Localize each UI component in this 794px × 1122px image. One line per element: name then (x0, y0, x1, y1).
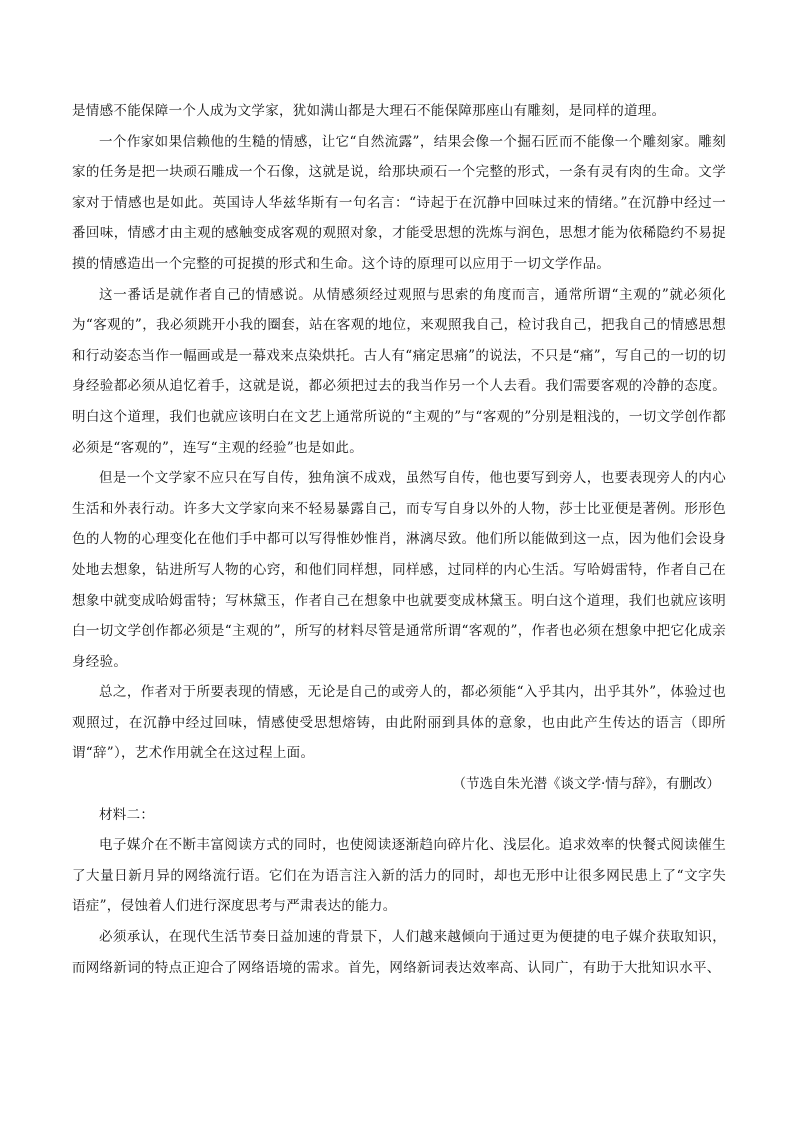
paragraph: 必须承认，在现代生活节奏日益加速的背景下，人们越来越倾向于通过更为便捷的电子媒介获取知识，而网络新词的特点正迎合了网络语境的需求。首先，网络新词表达效率高、认同广，有助于大批知识水平、 (72, 929, 726, 976)
paragraph: 总之，作者对于所要表现的情感，无论是自己的或旁人的，都必须能“入乎其内，出乎其外”，体验过也观照过，在沉静中经过回味，情感使受思想熔铸，由此附丽到具体的意象，也由此产生传达的语言（即所谓“辞”），艺术作用就全在这过程上面。 (72, 684, 726, 762)
paragraph: 电子媒介在不断丰富阅读方式的同时，也使阅读逐渐趋向碎片化、浅层化。追求效率的快餐式阅读催生了大量日新月异的网络流行语。它们在为语言注入新的活力的同时，却也无形中让很多网民患上了“文字失语症”，侵蚀着人们进行深度思考与严肃表达的能力。 (72, 837, 726, 915)
source-citation: （节选自朱光潜《谈文学·情与辞》，有删改） (452, 776, 720, 793)
paragraph: 一个作家如果信赖他的生糙的情感，让它“自然流露”，结果会像一个掘石匠而不能像一个雕刻家。雕刻家的任务是把一块顽石雕成一个石像，这就是说，给那块顽石一个完整的形式，一条有灵有肉的生命。文学家对于情感也是如此。英国诗人华兹华斯有一句名言：“诗起于在沉静中回味过来的情绪。”在沉静中经过一番回味，情感才由主观的感触变成客观的观照对象，才能受思想的洗炼与润色，思想才能为依稀隐约不易捉摸的情感造出一个完整的可捉摸的形式和生命。这个诗的原理可以应用于一切文学作品。 (72, 133, 726, 272)
material-heading: 材料二： (99, 806, 155, 823)
paragraph: 这一番话是就作者自己的情感说。从情感须经过观照与思索的角度而言，通常所谓“主观的”就必须化为“客观的”，我必须跳开小我的圈套，站在客观的地位，来观照我自己，检讨我自己，把我自己的情感思想和行动姿态当作一幅画或是一幕戏来点染烘托。古人有“痛定思痛”的说法，不只是“痛”，写自己的一切的切身经验都必须从追忆着手，这就是说，都必须把过去的我当作另一个人去看。我们需要客观的冷静的态度。明白这个道理，我们也就应该明白在文艺上通常所说的“主观的”与“客观的”分别是粗浅的，一切文学创作都必须是“客观的”，连写“主观的经验”也是如此。 (72, 286, 726, 456)
paragraph: 但是一个文学家不应只在写自传，独角演不成戏，虽然写自传，他也要写到旁人，也要表现旁人的内心生活和外表行动。许多大文学家向来不轻易暴露自己，而专写自身以外的人物，莎士比亚便是著例。形形色色的人物的心理变化在他们手中都可以写得惟妙惟肖，淋漓尽致。他们所以能做到这一点，因为他们会设身处地去想象，钻进所写人物的心窍，和他们同样想，同样感，过同样的内心生活。写哈姆雷特，作者自己在想象中就变成哈姆雷特；写林黛玉，作者自己在想象中也就要变成林黛玉。明白这个道理，我们也就应该明白一切文学创作都必须是“主观的”，所写的材料尽管是通常所谓“客观的”，作者也必须在想象中把它化成亲身经验。 (72, 470, 726, 670)
paragraph-continuation: 是情感不能保障一个人成为文学家，犹如满山都是大理石不能保障那座山有雕刻，是同样的道理。 (72, 103, 666, 119)
document-page (72, 96, 726, 983)
